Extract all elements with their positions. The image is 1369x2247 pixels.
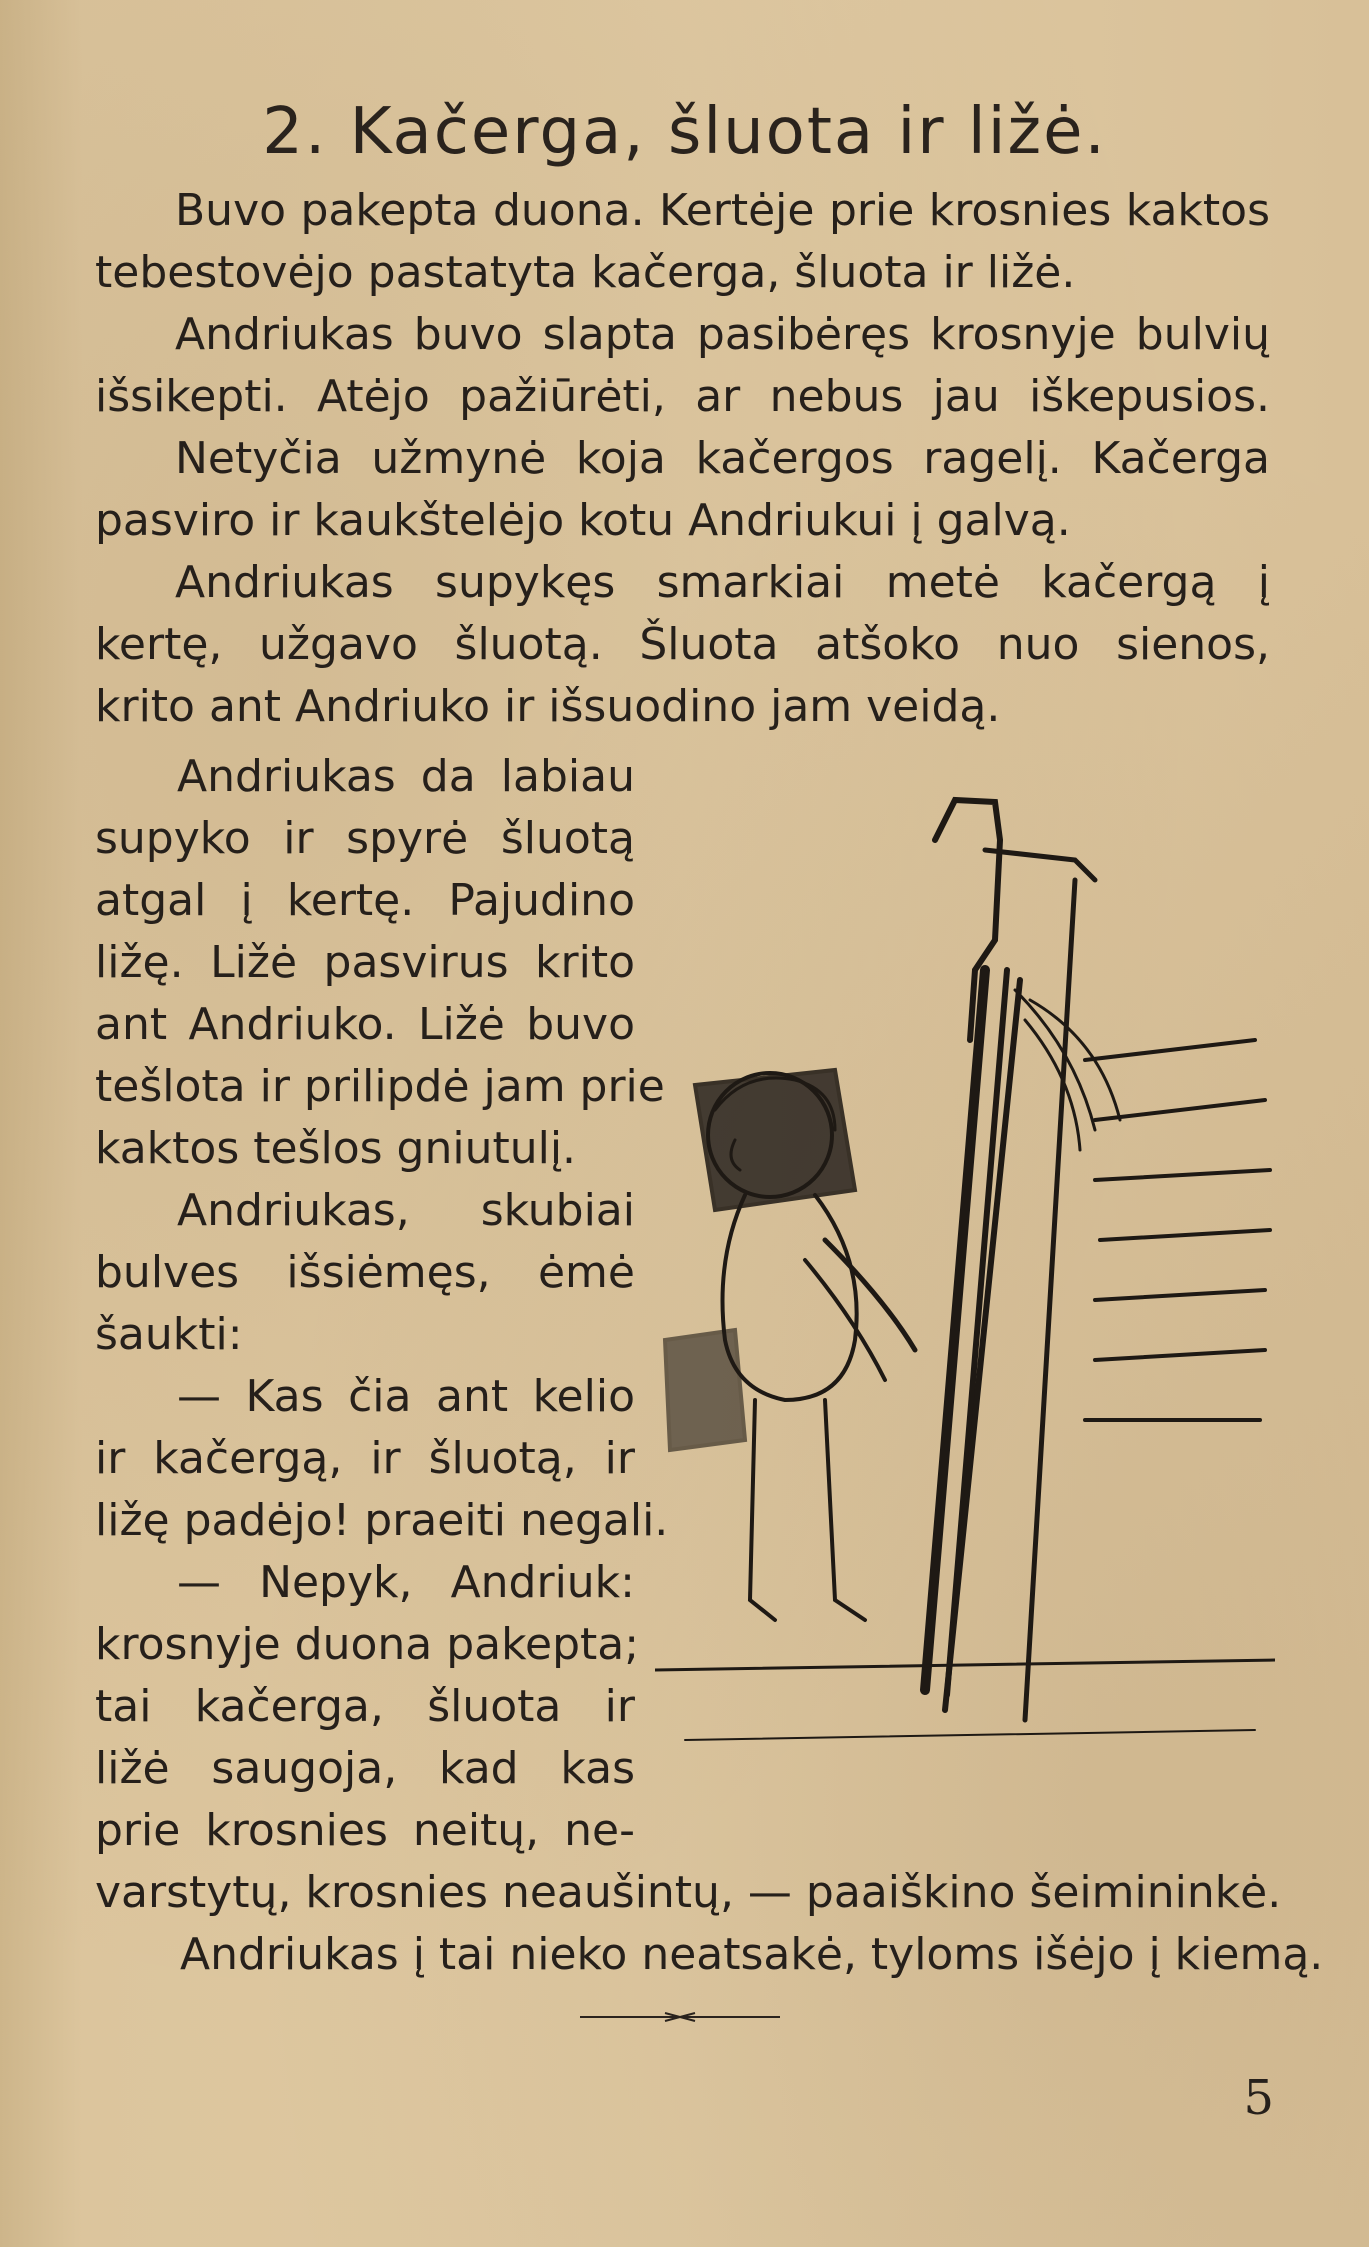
text-line: ližė saugoja, kad kas xyxy=(95,1743,635,1794)
text-line: varstytų, krosnies neaušintų, — paaiškino šeimininkė. xyxy=(95,1867,1282,1918)
text-line: pasviro ir kaukštelėjo kotu Andriukui į galvą. xyxy=(95,495,1071,546)
page-number: 5 xyxy=(1243,2070,1274,2126)
text-line: supyko ir spyrė šluotą xyxy=(95,813,635,864)
ornament-divider xyxy=(580,2012,780,2022)
text-line: išsikepti. Atėjo pažiūrėti, ar nebus jau iškepusios. xyxy=(95,371,1270,422)
chapter-title: 2. Kačerga, šluota ir ližė. xyxy=(262,95,1107,169)
text-line: ližę. Ližė pasvirus krito xyxy=(95,937,635,988)
text-line: ant Andriuko. Ližė buvo xyxy=(95,999,635,1050)
text-line: krito ant Andriuko ir išsuodino jam veidą. xyxy=(95,681,1001,732)
text-line: tebestovėjo pastatyta kačerga, šluota ir ližė. xyxy=(95,247,1076,298)
text-line: Andriukas supykęs smarkiai metė kačergą į xyxy=(175,557,1270,608)
text-line: Andriukas į tai nieko neatsakė, tyloms išėjo į kiemą. xyxy=(180,1929,1324,1980)
narrow-column-text xyxy=(95,746,669,1862)
text-line: kaktos tešlos gniutulį. xyxy=(95,1123,577,1174)
text-line: atgal į kertę. Pajudino xyxy=(95,875,635,926)
text-line: Andriukas buvo slapta pasibėręs krosnyje bulvių xyxy=(175,309,1270,360)
text-line: ir kačergą, ir šluotą, ir xyxy=(95,1433,635,1484)
text-line: krosnyje duona pakepta; xyxy=(95,1619,640,1670)
text-line: Buvo pakepta duona. Kertėje prie krosnies kaktos xyxy=(175,185,1270,236)
text-line: — Kas čia ant kelio xyxy=(177,1371,635,1422)
text-line: — Nepyk, Andriuk: xyxy=(177,1557,635,1608)
text-line: tai kačerga, šluota ir xyxy=(95,1681,635,1732)
text-line: Andriukas da labiau xyxy=(177,751,635,802)
paragraph-1 xyxy=(95,180,1270,738)
text-line: prie krosnies neitų, ne- xyxy=(95,1805,635,1856)
text-line: kertę, užgavo šluotą. Šluota atšoko nuo sienos, xyxy=(95,619,1270,670)
text-line: bulves išsiėmęs, ėmė xyxy=(95,1247,635,1298)
text-line: Andriukas, skubiai xyxy=(177,1185,635,1236)
text-line: tešlota ir prilipdė jam prie xyxy=(95,1061,665,1112)
text-line: Netyčia užmynė koja kačergos ragelį. Kačerga xyxy=(175,433,1270,484)
text-line: šaukti: xyxy=(95,1309,243,1360)
text-line: ližę padėjo! praeiti negali. xyxy=(95,1495,669,1546)
boy-illustration xyxy=(655,740,1275,1790)
